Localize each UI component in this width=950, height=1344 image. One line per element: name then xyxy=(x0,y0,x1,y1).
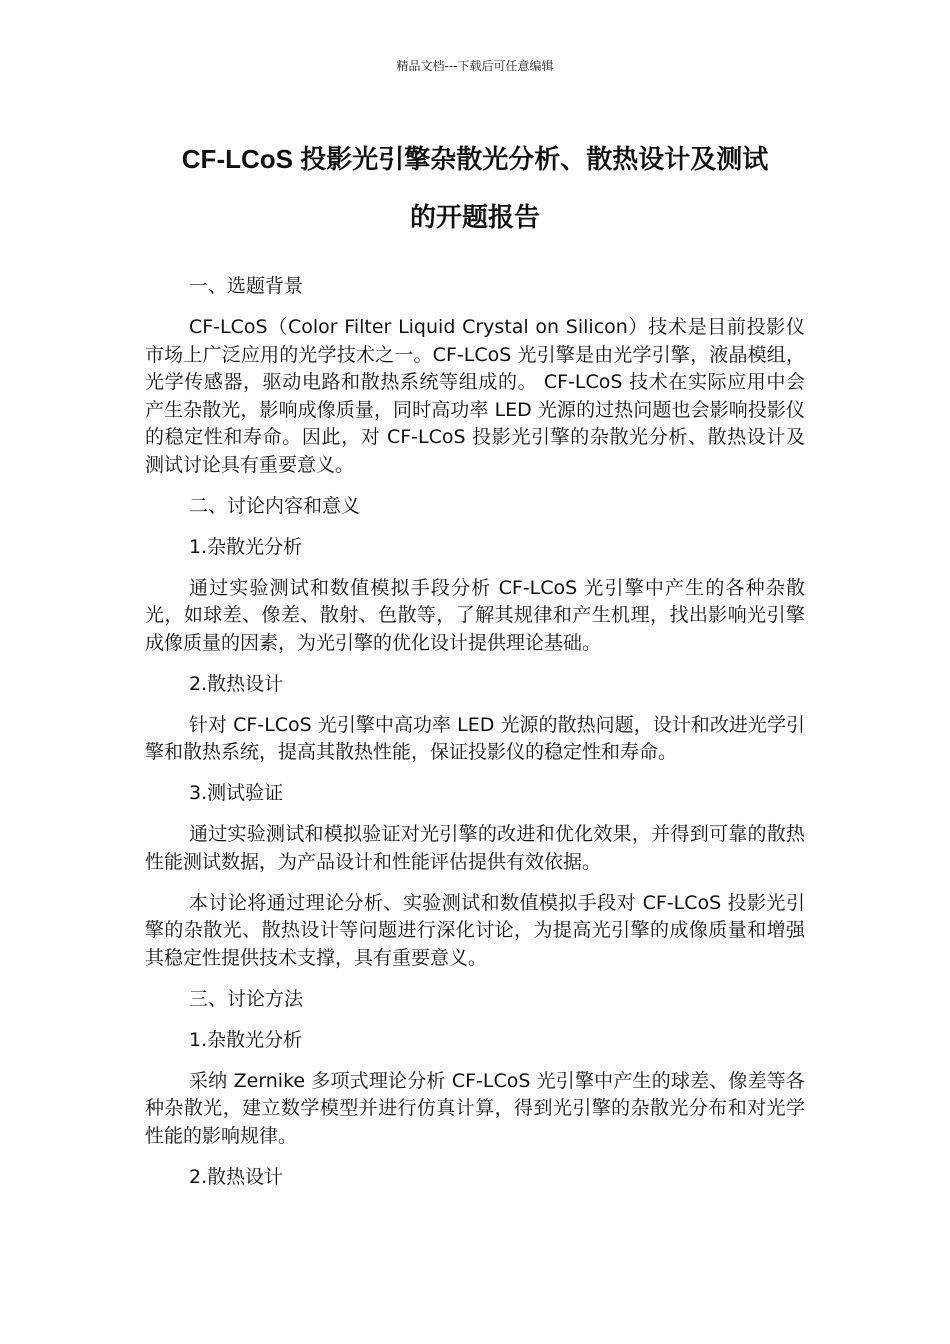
section-3-sub-2-heading: 2.散热设计 xyxy=(189,1165,284,1188)
section-3-sub-1-paragraph: 采纳 Zernike 多项式理论分析 CF-LCoS 光引擎中产生的球差、像差等各种杂散光，建立数学模型并进行仿真计算，得到光引擎的杂散光分布和对光学性能的影响规律。 xyxy=(145,1069,805,1147)
section-2-sub-3-paragraph: 通过实验测试和模拟验证对光引擎的改进和优化效果，并得到可靠的散热性能测试数据，为产品设计和性能评估提供有效依据。 xyxy=(145,823,805,873)
section-3-heading: 三、讨论方法 xyxy=(189,987,304,1010)
section-2-summary-paragraph: 本讨论将通过理论分析、实验测试和数值模拟手段对 CF-LCoS 投影光引擎的杂散光、散热设计等问题进行深化讨论，为提高光引擎的成像质量和增强其稳定性提供技术支撑，具有重要意义。 xyxy=(145,891,805,969)
section-1-heading: 一、选题背景 xyxy=(189,275,304,297)
section-2-sub-2-heading: 2.散热设计 xyxy=(189,672,284,695)
page-title-line-1: CF-LCoS 投影光引擎杂散光分析、散热设计及测试 xyxy=(181,144,769,174)
section-2-sub-2-paragraph: 针对 CF-LCoS 光引擎中高功率 LED 光源的散热问题，设计和改进光学引擎和散热系统，提高其散热性能，保证投影仪的稳定性和寿命。 xyxy=(145,713,805,763)
header-note: 精品文档---下载后可任意编辑 xyxy=(396,59,554,73)
section-2-heading: 二、讨论内容和意义 xyxy=(189,494,361,517)
section-2-sub-3-heading: 3.测试验证 xyxy=(189,782,284,804)
section-2-sub-1-paragraph: 通过实验测试和数值模拟手段分析 CF-LCoS 光引擎中产生的各种杂散光，如球差、像差、散射、色散等，了解其规律和产生机理，找出影响光引擎成像质量的因素，为光引擎的优化设计提供理论基础。 xyxy=(145,576,805,654)
section-1-paragraph: CF-LCoS（Color Filter Liquid Crystal on Silicon）技术是目前投影仪市场上广泛应用的光学技术之一。CF-LCoS 光引擎是由光学引擎，液晶模组，光学传感器，驱动电路和散热系统等组成的。 CF-LCoS 技术在实际应用中会产生杂散光，影响成像质量，同时高功率 LED 光源的过热问题也会影响投影仪的稳定性和寿命。因此，对 CF-LCoS 投影光引擎的杂散光分析、散热设计及测试讨论具有重要意义。 xyxy=(145,316,805,476)
section-2-sub-1-heading: 1.杂散光分析 xyxy=(189,535,303,558)
section-3-sub-1-heading: 1.杂散光分析 xyxy=(189,1028,303,1051)
page-title-line-2: 的开题报告 xyxy=(409,202,540,232)
document-body xyxy=(145,273,805,1205)
